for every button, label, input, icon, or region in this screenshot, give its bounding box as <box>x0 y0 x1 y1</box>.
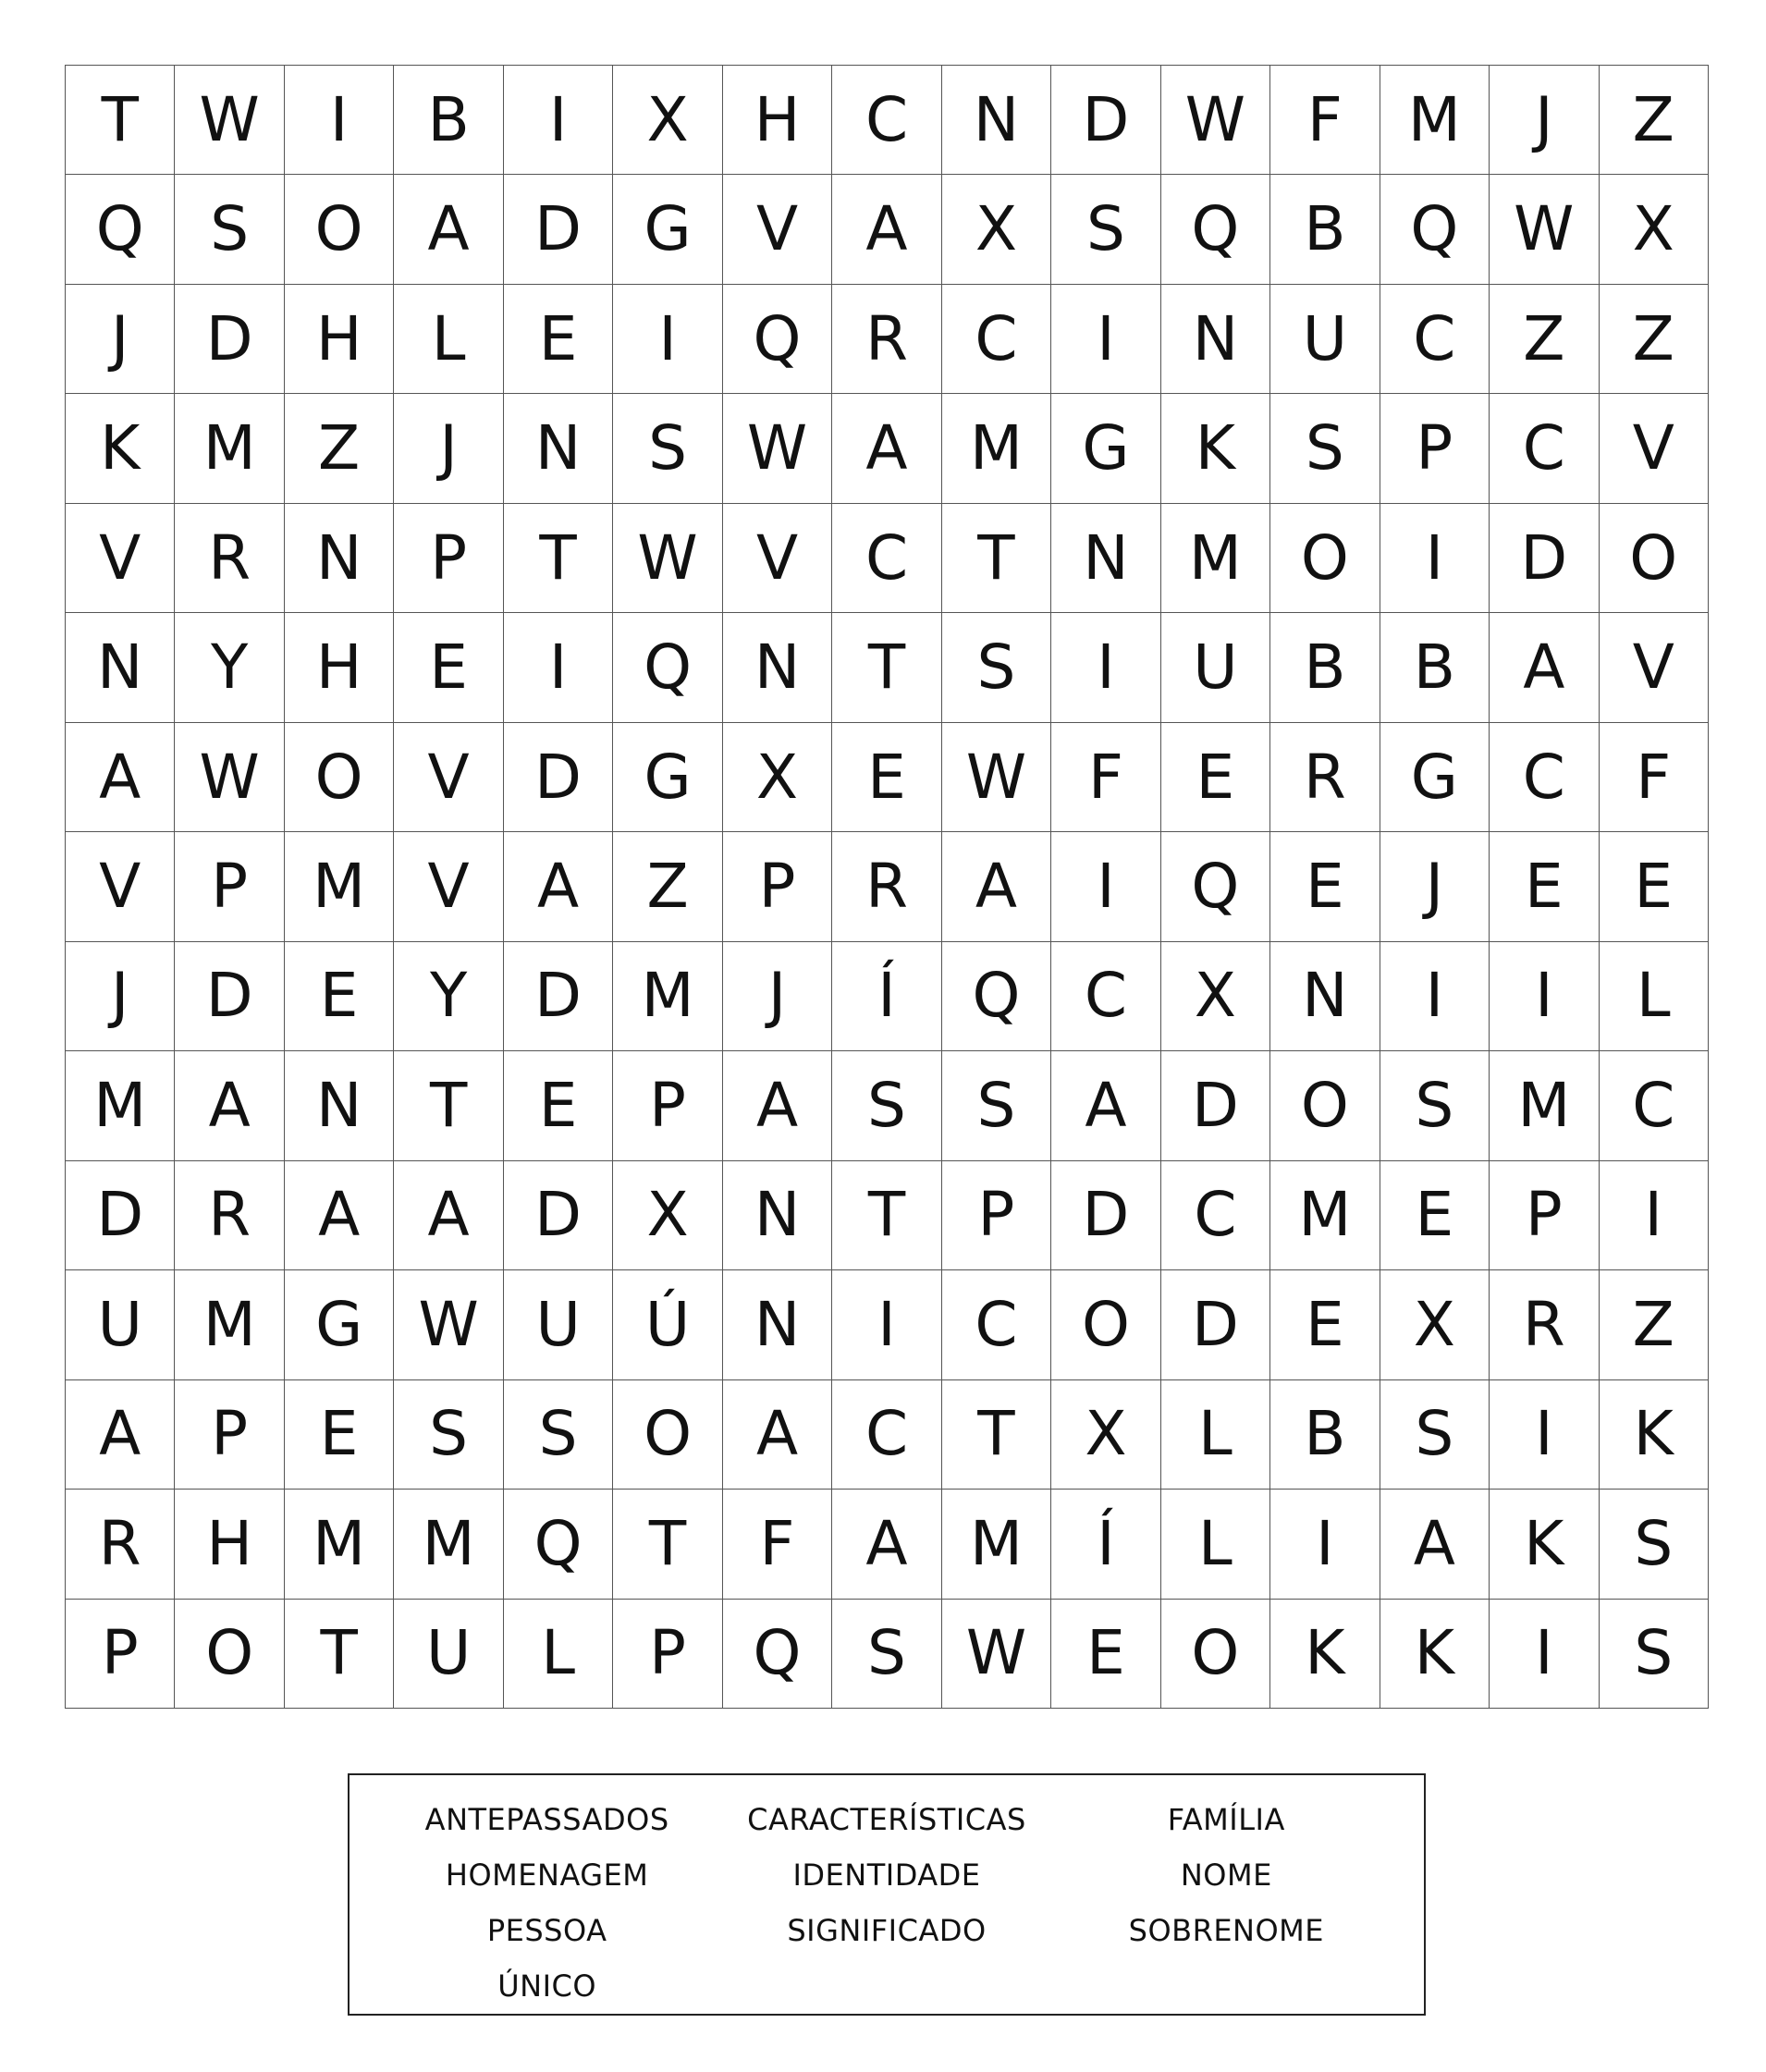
grid-cell[interactable]: D <box>175 285 284 394</box>
letter-grid <box>65 65 1709 1709</box>
grid-cell[interactable]: E <box>1490 832 1599 941</box>
grid-cell[interactable]: J <box>1380 832 1490 941</box>
grid-cell[interactable]: I <box>1380 504 1490 613</box>
grid-cell[interactable]: S <box>394 1380 503 1490</box>
grid-cell[interactable]: D <box>1051 1161 1160 1270</box>
grid-cell[interactable]: L <box>394 285 503 394</box>
grid-cell[interactable]: Q <box>942 942 1051 1051</box>
grid-cell[interactable]: P <box>394 504 503 613</box>
grid-cell[interactable]: I <box>613 285 722 394</box>
word-list-item: SOBRENOME <box>1128 1913 1324 1948</box>
grid-cell[interactable]: M <box>942 394 1051 503</box>
grid-cell[interactable]: I <box>1600 1161 1709 1270</box>
grid-cell[interactable]: S <box>613 394 722 503</box>
grid-cell[interactable]: T <box>66 66 175 175</box>
grid-cell[interactable]: C <box>1600 1051 1709 1160</box>
grid-cell[interactable]: I <box>832 1270 941 1379</box>
grid-cell[interactable]: A <box>504 832 613 941</box>
grid-cell[interactable]: A <box>832 1490 941 1599</box>
grid-cell[interactable]: I <box>504 66 613 175</box>
grid-cell[interactable]: S <box>942 613 1051 722</box>
grid-cell[interactable]: R <box>175 504 284 613</box>
grid-cell[interactable]: X <box>1600 175 1709 284</box>
grid-cell[interactable]: I <box>1270 1490 1380 1599</box>
grid-cell[interactable]: E <box>1051 1600 1160 1709</box>
grid-cell[interactable]: O <box>1270 504 1380 613</box>
grid-cell[interactable]: U <box>1161 613 1270 722</box>
grid-cell[interactable]: Q <box>1380 175 1490 284</box>
grid-cell[interactable]: V <box>723 504 832 613</box>
grid-cell[interactable]: I <box>1490 1600 1599 1709</box>
grid-cell[interactable]: M <box>285 1490 394 1599</box>
word-bank <box>348 1773 1426 2016</box>
grid-cell[interactable]: B <box>394 66 503 175</box>
grid-cell[interactable]: L <box>1161 1490 1270 1599</box>
grid-cell[interactable]: T <box>285 1600 394 1709</box>
grid-cell[interactable]: E <box>394 613 503 722</box>
grid-cell[interactable]: L <box>1600 942 1709 1051</box>
grid-cell[interactable]: R <box>66 1490 175 1599</box>
grid-cell[interactable]: J <box>66 285 175 394</box>
grid-cell[interactable]: D <box>504 1161 613 1270</box>
grid-cell[interactable]: X <box>613 1161 722 1270</box>
grid-cell[interactable]: V <box>1600 613 1709 722</box>
grid-cell[interactable]: D <box>1490 504 1599 613</box>
grid-cell[interactable]: M <box>1490 1051 1599 1160</box>
grid-cell[interactable]: C <box>1380 285 1490 394</box>
grid-cell[interactable]: J <box>66 942 175 1051</box>
grid-cell[interactable]: G <box>1051 394 1160 503</box>
grid-cell[interactable]: R <box>1490 1270 1599 1379</box>
grid-cell[interactable]: A <box>942 832 1051 941</box>
grid-cell[interactable]: Ú <box>613 1270 722 1379</box>
grid-cell[interactable]: N <box>285 1051 394 1160</box>
grid-cell[interactable]: A <box>1051 1051 1160 1160</box>
grid-cell[interactable]: K <box>66 394 175 503</box>
grid-cell[interactable]: P <box>1490 1161 1599 1270</box>
grid-cell[interactable]: L <box>504 1600 613 1709</box>
grid-cell[interactable]: K <box>1490 1490 1599 1599</box>
grid-cell[interactable]: G <box>613 175 722 284</box>
grid-cell[interactable]: R <box>175 1161 284 1270</box>
grid-cell[interactable]: C <box>832 66 941 175</box>
grid-cell[interactable]: S <box>1380 1051 1490 1160</box>
grid-cell[interactable]: U <box>394 1600 503 1709</box>
grid-cell[interactable]: Í <box>1051 1490 1160 1599</box>
grid-cell[interactable]: D <box>66 1161 175 1270</box>
grid-cell[interactable]: B <box>1270 175 1380 284</box>
grid-cell[interactable]: W <box>723 394 832 503</box>
grid-cell[interactable]: D <box>504 942 613 1051</box>
grid-cell[interactable]: V <box>394 832 503 941</box>
grid-cell[interactable]: T <box>394 1051 503 1160</box>
grid-cell[interactable]: M <box>1270 1161 1380 1270</box>
grid-cell[interactable]: C <box>1490 723 1599 832</box>
grid-cell[interactable]: H <box>285 285 394 394</box>
grid-cell[interactable]: I <box>504 613 613 722</box>
grid-cell[interactable]: A <box>175 1051 284 1160</box>
grid-cell[interactable]: P <box>175 1380 284 1490</box>
word-list-item: CARACTERÍSTICAS <box>747 1802 1026 1837</box>
grid-cell[interactable]: Q <box>66 175 175 284</box>
grid-cell[interactable]: V <box>394 723 503 832</box>
grid-cell[interactable]: I <box>1490 942 1599 1051</box>
grid-cell[interactable]: X <box>1051 1380 1160 1490</box>
grid-cell[interactable]: O <box>1161 1600 1270 1709</box>
grid-cell[interactable]: O <box>175 1600 284 1709</box>
grid-cell[interactable]: M <box>613 942 722 1051</box>
grid-cell[interactable]: X <box>1161 942 1270 1051</box>
word-list-item: NOME <box>1180 1857 1272 1893</box>
grid-cell[interactable]: W <box>394 1270 503 1379</box>
grid-cell[interactable]: X <box>942 175 1051 284</box>
grid-cell[interactable]: Í <box>832 942 941 1051</box>
grid-cell[interactable]: T <box>942 1380 1051 1490</box>
grid-cell[interactable]: A <box>1490 613 1599 722</box>
grid-cell[interactable]: W <box>1161 66 1270 175</box>
grid-cell[interactable]: K <box>1600 1380 1709 1490</box>
grid-cell[interactable]: B <box>1270 1380 1380 1490</box>
grid-cell[interactable]: X <box>723 723 832 832</box>
word-list-item: SIGNIFICADO <box>787 1913 987 1948</box>
grid-cell[interactable]: E <box>1270 832 1380 941</box>
grid-cell[interactable]: H <box>175 1490 284 1599</box>
grid-cell[interactable]: O <box>285 723 394 832</box>
grid-cell[interactable]: S <box>832 1600 941 1709</box>
grid-cell[interactable]: S <box>1270 394 1380 503</box>
grid-cell[interactable]: U <box>66 1270 175 1379</box>
grid-cell[interactable]: D <box>1161 1270 1270 1379</box>
grid-cell[interactable]: S <box>175 175 284 284</box>
grid-cell[interactable]: R <box>1270 723 1380 832</box>
grid-cell[interactable]: O <box>285 175 394 284</box>
grid-cell[interactable]: K <box>1380 1600 1490 1709</box>
grid-cell[interactable]: P <box>613 1600 722 1709</box>
grid-cell[interactable]: A <box>66 723 175 832</box>
grid-cell[interactable]: M <box>394 1490 503 1599</box>
grid-cell[interactable]: T <box>832 1161 941 1270</box>
grid-cell[interactable]: Y <box>175 613 284 722</box>
grid-cell[interactable]: M <box>175 1270 284 1379</box>
grid-cell[interactable]: Q <box>613 613 722 722</box>
grid-cell[interactable]: S <box>1600 1600 1709 1709</box>
grid-cell[interactable]: U <box>504 1270 613 1379</box>
grid-cell[interactable]: Z <box>1490 285 1599 394</box>
grid-cell[interactable]: N <box>1270 942 1380 1051</box>
grid-cell[interactable]: M <box>175 394 284 503</box>
grid-cell[interactable]: Z <box>1600 285 1709 394</box>
grid-cell[interactable]: Z <box>1600 1270 1709 1379</box>
grid-cell[interactable]: C <box>1161 1161 1270 1270</box>
grid-cell[interactable]: Q <box>1161 175 1270 284</box>
grid-cell[interactable]: E <box>504 1051 613 1160</box>
grid-cell[interactable]: A <box>394 1161 503 1270</box>
grid-cell[interactable]: B <box>1270 613 1380 722</box>
grid-cell[interactable]: P <box>942 1161 1051 1270</box>
grid-cell[interactable]: Y <box>394 942 503 1051</box>
grid-cell[interactable]: J <box>723 942 832 1051</box>
grid-cell[interactable]: B <box>1380 613 1490 722</box>
grid-cell[interactable]: D <box>1051 66 1160 175</box>
grid-cell[interactable]: D <box>1161 1051 1270 1160</box>
grid-cell[interactable]: A <box>832 394 941 503</box>
grid-cell[interactable]: S <box>942 1051 1051 1160</box>
grid-cell[interactable]: S <box>1051 175 1160 284</box>
grid-cell[interactable]: H <box>723 66 832 175</box>
grid-cell[interactable]: A <box>285 1161 394 1270</box>
grid-cell[interactable]: A <box>394 175 503 284</box>
grid-cell[interactable]: M <box>942 1490 1051 1599</box>
grid-cell[interactable]: Z <box>285 394 394 503</box>
grid-cell[interactable]: A <box>66 1380 175 1490</box>
grid-cell[interactable]: F <box>1270 66 1380 175</box>
grid-cell[interactable]: N <box>723 1161 832 1270</box>
word-list-item: HOMENAGEM <box>445 1857 649 1893</box>
grid-cell[interactable]: X <box>1380 1270 1490 1379</box>
grid-cell[interactable]: V <box>723 175 832 284</box>
grid-cell[interactable]: F <box>1051 723 1160 832</box>
grid-cell[interactable]: K <box>1270 1600 1380 1709</box>
grid-cell[interactable]: C <box>942 1270 1051 1379</box>
grid-cell[interactable]: E <box>1600 832 1709 941</box>
grid-cell[interactable]: F <box>1600 723 1709 832</box>
grid-cell[interactable]: I <box>1051 285 1160 394</box>
grid-cell[interactable]: A <box>723 1380 832 1490</box>
grid-cell[interactable]: D <box>175 942 284 1051</box>
grid-cell[interactable]: I <box>1051 832 1160 941</box>
grid-cell[interactable]: E <box>832 723 941 832</box>
word-list-item: IDENTIDADE <box>792 1857 981 1893</box>
grid-cell[interactable]: G <box>285 1270 394 1379</box>
grid-cell[interactable]: P <box>613 1051 722 1160</box>
grid-cell[interactable]: S <box>1380 1380 1490 1490</box>
grid-cell[interactable]: Q <box>1161 832 1270 941</box>
grid-cell[interactable]: N <box>942 66 1051 175</box>
grid-cell[interactable]: W <box>942 723 1051 832</box>
grid-cell[interactable]: W <box>175 66 284 175</box>
grid-cell[interactable]: L <box>1161 1380 1270 1490</box>
grid-cell[interactable]: I <box>1051 613 1160 722</box>
word-list-item: PESSOA <box>486 1913 607 1948</box>
grid-cell[interactable]: N <box>723 613 832 722</box>
grid-cell[interactable]: Q <box>504 1490 613 1599</box>
grid-cell[interactable]: T <box>832 613 941 722</box>
grid-cell[interactable]: F <box>723 1490 832 1599</box>
grid-cell[interactable]: Q <box>723 1600 832 1709</box>
grid-cell[interactable]: O <box>1270 1051 1380 1160</box>
word-list-item: ANTEPASSADOS <box>424 1802 669 1837</box>
grid-cell[interactable]: J <box>1490 66 1599 175</box>
grid-cell[interactable]: E <box>285 1380 394 1490</box>
grid-cell[interactable]: I <box>1490 1380 1599 1490</box>
grid-cell[interactable]: C <box>1051 942 1160 1051</box>
grid-cell[interactable]: T <box>504 504 613 613</box>
grid-cell[interactable]: W <box>175 723 284 832</box>
grid-cell[interactable]: P <box>175 832 284 941</box>
grid-cell[interactable]: E <box>285 942 394 1051</box>
grid-cell[interactable]: N <box>66 613 175 722</box>
grid-cell[interactable]: P <box>723 832 832 941</box>
grid-cell[interactable]: A <box>1380 1490 1490 1599</box>
grid-cell[interactable]: M <box>1380 66 1490 175</box>
grid-cell[interactable]: C <box>1490 394 1599 503</box>
grid-cell[interactable]: H <box>285 613 394 722</box>
grid-cell[interactable]: G <box>613 723 722 832</box>
word-list-item: ÚNICO <box>497 1968 597 2004</box>
grid-cell[interactable]: S <box>504 1380 613 1490</box>
grid-cell[interactable]: O <box>1051 1270 1160 1379</box>
grid-cell[interactable]: S <box>1600 1490 1709 1599</box>
grid-cell[interactable]: E <box>1270 1270 1380 1379</box>
grid-cell[interactable]: Q <box>723 285 832 394</box>
grid-cell[interactable]: C <box>832 504 941 613</box>
grid-cell[interactable]: O <box>1600 504 1709 613</box>
grid-cell[interactable]: Z <box>613 832 722 941</box>
grid-cell[interactable]: M <box>1161 504 1270 613</box>
grid-cell[interactable]: E <box>504 285 613 394</box>
grid-cell[interactable]: N <box>504 394 613 503</box>
grid-cell[interactable]: O <box>613 1380 722 1490</box>
grid-cell[interactable]: R <box>832 832 941 941</box>
grid-cell[interactable]: G <box>1380 723 1490 832</box>
grid-cell[interactable]: Z <box>1600 66 1709 175</box>
grid-cell[interactable]: W <box>613 504 722 613</box>
grid-cell[interactable]: D <box>504 175 613 284</box>
grid-cell[interactable]: P <box>66 1600 175 1709</box>
grid-cell[interactable]: M <box>66 1051 175 1160</box>
grid-cell[interactable]: V <box>1600 394 1709 503</box>
grid-cell[interactable]: K <box>1161 394 1270 503</box>
grid-cell[interactable]: W <box>1490 175 1599 284</box>
grid-cell[interactable]: R <box>832 285 941 394</box>
grid-cell[interactable]: P <box>1380 394 1490 503</box>
grid-cell[interactable]: N <box>285 504 394 613</box>
grid-cell[interactable]: C <box>942 285 1051 394</box>
word-list-item: FAMÍLIA <box>1167 1802 1285 1837</box>
grid-cell[interactable]: X <box>613 66 722 175</box>
grid-cell[interactable]: C <box>832 1380 941 1490</box>
grid-cell[interactable]: N <box>1051 504 1160 613</box>
grid-cell[interactable]: I <box>285 66 394 175</box>
grid-cell[interactable]: D <box>504 723 613 832</box>
grid-cell[interactable]: I <box>1380 942 1490 1051</box>
grid-cell[interactable]: A <box>723 1051 832 1160</box>
grid-cell[interactable]: M <box>285 832 394 941</box>
grid-cell[interactable]: W <box>942 1600 1051 1709</box>
grid-cell[interactable]: E <box>1161 723 1270 832</box>
grid-cell[interactable]: J <box>394 394 503 503</box>
grid-cell[interactable]: V <box>66 832 175 941</box>
grid-cell[interactable]: A <box>832 175 941 284</box>
grid-cell[interactable]: V <box>66 504 175 613</box>
grid-cell[interactable]: E <box>1380 1161 1490 1270</box>
grid-cell[interactable]: N <box>1161 285 1270 394</box>
grid-cell[interactable]: T <box>613 1490 722 1599</box>
grid-cell[interactable]: N <box>723 1270 832 1379</box>
grid-cell[interactable]: U <box>1270 285 1380 394</box>
grid-cell[interactable]: S <box>832 1051 941 1160</box>
grid-cell[interactable]: T <box>942 504 1051 613</box>
